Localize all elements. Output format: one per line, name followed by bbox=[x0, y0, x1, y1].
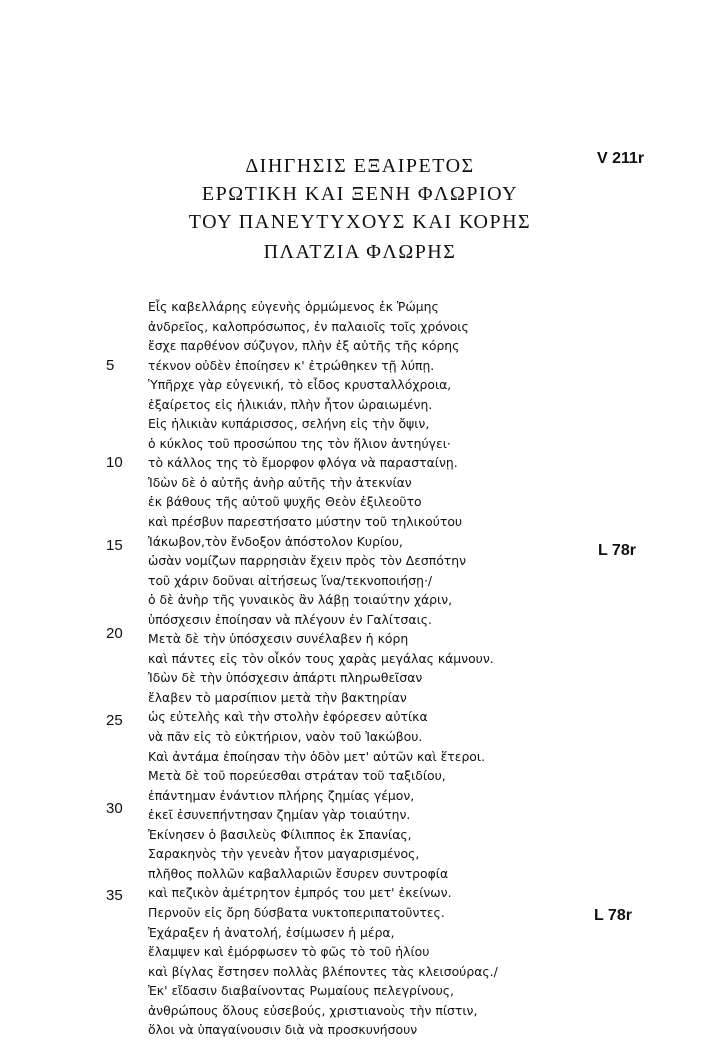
verse-line: ὡσὰν νομίζων παρρησιὰν ἔχειν πρὸς τὸν Δεσπότην bbox=[148, 553, 467, 569]
folio-mark-v211r: V 211r bbox=[597, 150, 645, 167]
verse-line: Μετὰ δὲ τὴν ὑπόσχεσιν συνέλαβεν ἡ κόρη bbox=[148, 631, 409, 647]
verse-line: ὁ δὲ ἀνὴρ τῆς γυναικὸς ἂν λάβῃ τοιαύτην χάριν, bbox=[148, 592, 453, 608]
verse-line: ἀνδρεῖος, καλοπρόσωπος, ἐν παλαιοῖς τοῖς χρόνοις bbox=[148, 318, 469, 334]
verse-line: καὶ βίγλας ἔστησεν πολλὰς βλέποντες τὰς κλεισούρας./ bbox=[148, 963, 498, 979]
line-number-15: 15 bbox=[106, 537, 123, 554]
verse-line: ἐκ βάθους τῆς αὐτοῦ ψυχῆς Θεὸν ἐξιλεοῦτο bbox=[148, 494, 422, 510]
verse-line: Καὶ ἀντάμα ἐποίησαν τὴν ὁδὸν μετ' αὐτῶν καὶ ἕτεροι. bbox=[148, 748, 486, 764]
title-line-2: ΕΡΩΤΙΚΗ ΚΑΙ ΞΕΝΗ ΦΛΩΡΙΟΥ bbox=[201, 183, 519, 205]
verse-line: Ὑπῆρχε γὰρ εὐγενική, τὸ εἶδος κρυσταλλόχροια, bbox=[148, 377, 452, 393]
verse-line: πλῆθος πολλῶν καβαλλαριῶν ἔσυρεν συντροφία bbox=[148, 865, 449, 881]
line-number-5: 5 bbox=[106, 357, 115, 374]
verse-line: ὑπόσχεσιν ἐποίησαν νὰ πλέγουν ἐν Γαλίτσαις. bbox=[148, 611, 432, 627]
poem-text bbox=[148, 297, 568, 1040]
folio-mark-l78r-second: L 78r bbox=[594, 907, 632, 924]
verse-line: τὸ κάλλος της τὸ ἔμορφον φλόγα νὰ παρασταίνῃ. bbox=[148, 455, 458, 471]
verse-line: καὶ πάντες εἰς τὸν οἶκόν τους χαρὰς μεγάλας κάμνουν. bbox=[148, 650, 494, 666]
verse-line: νὰ πᾶν εἰς τὸ εὐκτήριον, ναὸν τοῦ Ἰακώβου. bbox=[148, 729, 423, 745]
line-number-35: 35 bbox=[106, 887, 123, 904]
verse-line: τέκνον οὐδὲν ἐποίησεν κ' ἐτρώθηκεν τῇ λύπῃ. bbox=[148, 357, 435, 373]
verse-line: Ἰδὼν δὲ ὁ αὐτῆς ἀνὴρ αὐτῆς τὴν ἀτεκνίαν bbox=[148, 474, 412, 490]
verse-line: ὡς εὐτελὴς καὶ τὴν στολὴν ἐφόρεσεν αὐτίκα bbox=[148, 709, 428, 725]
verse-line: Ἰάκωβον,τὸν ἔνδοξον ἀπόστολον Κυρίου, bbox=[148, 533, 403, 549]
verse-line: Ἐκίνησεν ὁ βασιλεὺς Φίλιππος ἐκ Σπανίας, bbox=[148, 826, 412, 842]
verse-line: ὁ κύκλος τοῦ προσώπου της τὸν ἥλιον ἀντηύγει· bbox=[148, 435, 451, 451]
verse-line: ἔσχε παρθένον σύζυγον, πλὴν ἐξ αὐτῆς τῆς κόρης bbox=[148, 338, 460, 354]
verse-line: Ἐκ' εἴδασιν διαβαίνοντας Ρωμαίους πελεγρίνους, bbox=[148, 983, 454, 999]
line-number-20: 20 bbox=[106, 625, 123, 642]
title-line-1: ΔΙΗΓΗΣΙΣ ΕΞΑΙΡΕΤΟΣ bbox=[245, 155, 475, 177]
line-number-30: 30 bbox=[106, 800, 123, 817]
verse-line: Εἰς ἡλικιὰν κυπάρισσος, σελήνη εἰς τὴν ὄψιν, bbox=[148, 416, 430, 432]
verse-line: Ἰδὼν δὲ τὴν ὑπόσχεσιν ἀπάρτι πληρωθεῖσαν bbox=[148, 670, 423, 686]
verse-line: ὅλοι νὰ ὑπαγαίνουσιν διὰ νὰ προσκυνήσουν bbox=[148, 1022, 418, 1038]
verse-line: Μετὰ δὲ τοῦ πορεύεσθαι στράταν τοῦ ταξιδίου, bbox=[148, 768, 446, 784]
verse-line: Σαρακηνὸς τὴν γενεὰν ἦτον μαγαρισμένος, bbox=[148, 846, 420, 862]
verse-line: καὶ πεζικὸν ἀμέτρητον ἐμπρός του μετ' ἐκείνων. bbox=[148, 885, 452, 901]
verse-line: ἔλαμψεν καὶ ἐμόρφωσεν τὸ φῶς τὸ τοῦ ἡλίου bbox=[148, 944, 430, 960]
verse-line: καὶ πρέσβυν παρεστήσατο μύστην τοῦ τηλικούτου bbox=[148, 514, 463, 530]
folio-mark-l78r-first: L 78r bbox=[598, 542, 636, 559]
verse-line: ἐπάντημαν ἐνάντιον πλήρης ζημίας γέμον, bbox=[148, 787, 415, 803]
verse-line: Περνοῦν εἰς ὄρη δύσβατα νυκτοπεριπατοῦντες. bbox=[148, 904, 445, 920]
line-number-25: 25 bbox=[106, 712, 123, 729]
verse-line: ἔλαβεν τὸ μαρσίπιον μετὰ τὴν βακτηρίαν bbox=[148, 689, 407, 705]
title-line-3: ΤΟΥ ΠΑΝΕΥΤΥΧΟΥΣ ΚΑΙ ΚΟΡΗΣ bbox=[188, 211, 532, 233]
verse-line: Ἐχάραξεν ἡ ἀνατολή, ἐσίμωσεν ἡ μέρα, bbox=[148, 924, 395, 940]
verse-line: Εἷς καβελλάρης εὐγενὴς ὁρμώμενος ἐκ Ῥώμης bbox=[148, 299, 439, 314]
verse-line: ἐξαίρετος εἰς ἡλικιάν, πλὴν ἦτον ὡραιωμένη. bbox=[148, 396, 433, 412]
title-line-4: ΠΛΑΤΖΙΑ ΦΛΩΡΗΣ bbox=[263, 241, 457, 263]
verse-line: ἐκεῖ ἐσυνεπήντησαν ζημίαν γὰρ τοιαύτην. bbox=[148, 807, 411, 823]
line-number-10: 10 bbox=[106, 454, 123, 471]
verse-line: ἀνθρώπους ὅλους εὐσεβούς, χριστιανοὺς τὴν πίστιν, bbox=[148, 1002, 478, 1018]
verse-line: τοῦ χάριν δοῦναι αἰτήσεως ἵνα/τεκνοποιήσῃ·/ bbox=[148, 572, 433, 588]
